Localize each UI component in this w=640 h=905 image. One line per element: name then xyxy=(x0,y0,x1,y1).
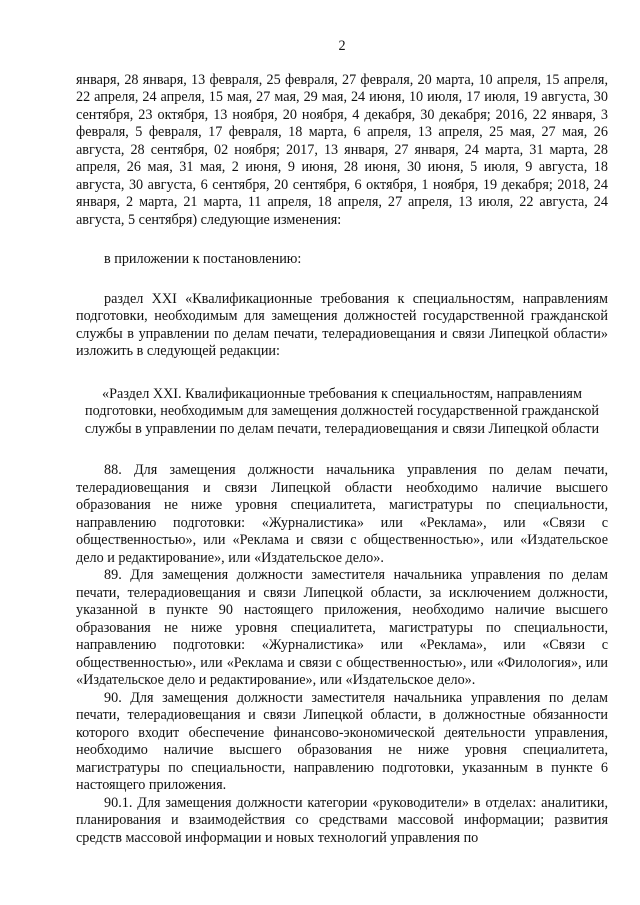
paragraph-90-1: 90.1. Для замещения должности категории «руководители» в отделах: аналитики, планирования и взаимодействия со средствами массовой информации; развития средств массовой информации и новых технологий управления по xyxy=(76,794,608,846)
section-heading: «Раздел XXI. Квалификационные требования к специальностям, направлениям подготовки, необходимым для замещения должностей государственной гражданской службы в управлении по делам печати, телерадиовещания и связи Липецкой области xyxy=(84,385,600,437)
section-instruction: раздел XXI «Квалификационные требования к специальностям, направлениям подготовки, необходимым для замещения должностей государственной гражданской службы в управлении по делам печати, телерадиовещания и связи Липецкой области» изложить в следующей редакции: xyxy=(76,290,608,359)
paragraph-89: 89. Для замещения должности заместителя начальника управления по делам печати, телерадиовещания и связи Липецкой области, за исключением должности, указанной в пункте 90 настоящего приложения, необходимо наличие высшего образования не ниже уровня специалитета, магистратуры по специальности, направлению подготовки: «Журналистика» или «Реклама», или «Связи с общественностью», или «Реклама и связи с общественностью», или «Филология», или «Издательское дело и редактирование», или «Издательское дело». xyxy=(76,567,608,688)
document-page xyxy=(76,38,608,847)
paragraph-88: 88. Для замещения должности начальника управления по делам печати, телерадиовещания и связи Липецкой области необходимо наличие высшего образования не ниже уровня специалитета, магистратуры по специальности, направлению подготовки: «Журналистика» или «Реклама», или «Связи с общественностью», или «Реклама и связи с общественностью», или «Издательское дело и редактирование», или «Издательское дело». xyxy=(76,462,608,566)
intro-dates-paragraph: января, 28 января, 13 февраля, 25 февраля, 27 февраля, 20 марта, 10 апреля, 15 апреля, 22 апреля, 24 апреля, 15 мая, 27 мая, 29 мая, 24 июня, 10 июля, 17 июля, 19 августа, 30 сентября, 23 октября, 13 ноября, 20 ноября, 4 декабря, 30 декабря; 2016, 22 января, 3 февраля, 5 февраля, 17 февраля, 18 марта, 6 апреля, 13 апреля, 25 мая, 27 мая, 26 августа, 28 сентября, 02 ноября; 2017, 13 января, 27 января, 24 марта, 31 марта, 28 апреля, 26 мая, 31 мая, 2 июня, 9 июня, 28 июня, 30 июня, 5 июля, 9 августа, 18 августа, 30 августа, 6 сентября, 20 сентября, 6 октября, 1 ноября, 19 декабря; 2018, 24 января, 2 марта, 21 марта, 11 апреля, 18 апреля, 27 апреля, 13 июля, 22 августа, 24 августа, 5 сентября) следующие изменения: xyxy=(76,71,608,228)
annex-line: в приложении к постановлению: xyxy=(104,251,302,267)
page-number: 2 xyxy=(338,38,346,54)
paragraph-90: 90. Для замещения должности заместителя начальника управления по делам печати, телерадиовещания и связи Липецкой области, в должностные обязанности которого входит обеспечение финансово-экономической деятельности управления, необходимо наличие высшего образования не ниже уровня специалитета, магистратуры по специальности, направлению подготовки, указанным в пункте 6 настоящего приложения. xyxy=(76,689,608,793)
